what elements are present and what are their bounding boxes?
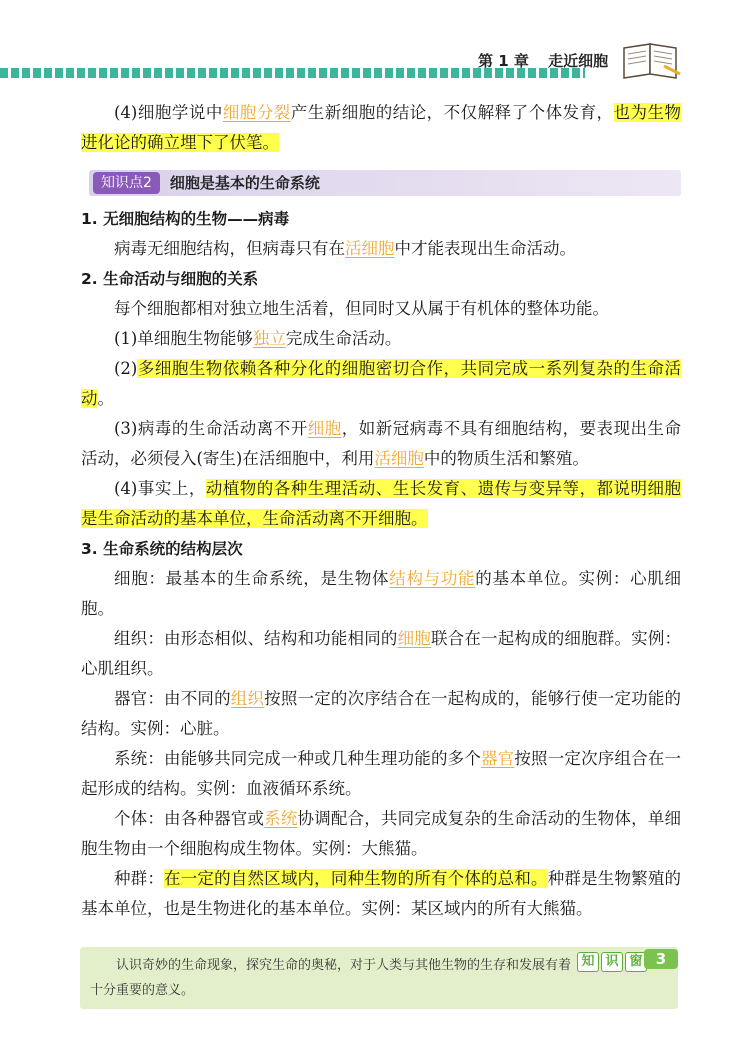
fill-blank: 活细胞 xyxy=(345,239,395,258)
level-organ: 器官：由不同的组织按照一定的次序结合在一起构成的，能够行使一定功能的结构。实例：心脏。 xyxy=(81,689,682,738)
highlight: 动植物的各种生理活动、生长发育、遗传与变异等，都说明细胞是生命活动的基本单位，生命活动离不开细胞。 xyxy=(81,479,682,528)
chapter-header xyxy=(478,50,622,71)
chapter-label: 第 1 章 xyxy=(478,52,529,70)
section2-intro: 每个细胞都相对独立地生活着，但同时又从属于有机体的整体功能。 xyxy=(114,299,609,318)
highlight: 多细胞生物依赖各种分化的细胞密切合作，共同完成一系列复杂的生命活动 xyxy=(81,359,681,408)
section1-text: 病毒无细胞结构，但病毒只有在活细胞中才能表现出生命活动。 xyxy=(114,239,576,258)
level-tissue: 组织：由形态相似、结构和功能相同的细胞联合在一起构成的细胞群。实例：心肌组织。 xyxy=(81,629,682,678)
badge-char: 识 xyxy=(601,952,623,972)
fill-blank: 器官 xyxy=(481,749,515,768)
knowledge-window-note: 认识奇妙的生命现象，探究生命的奥秘，对于人类与其他生物的生存和发展有着十分重要的意义。 xyxy=(90,958,572,998)
section2-item1: (1)单细胞生物能够独立完成生命活动。 xyxy=(114,329,402,348)
fill-blank: 结构与功能 xyxy=(389,569,476,588)
fill-blank: 细胞 xyxy=(307,419,342,438)
level-population: 种群：在一定的自然区域内，同种生物的所有个体的总和。种群是生物繁殖的基本单位，也是生物进化的基本单位。实例：某区域内的所有大熊猫。 xyxy=(81,869,682,918)
knowledge-point-tag: 知识点2 xyxy=(93,172,160,194)
knowledge-point-title: 细胞是基本的生命系统 xyxy=(169,174,320,192)
fill-blank: 活细胞 xyxy=(374,449,424,468)
fill-blank: 细胞 xyxy=(397,629,431,648)
badge-char: 窗 xyxy=(625,952,647,972)
section-heading-1: 1. 无细胞结构的生物——病毒 xyxy=(81,210,290,228)
badge-char: 知 xyxy=(577,952,599,972)
section2-item3: (3)病毒的生命活动离不开细胞，如新冠病毒不具有细胞结构，要表现出生命活动，必须侵入(寄生)在活细胞中，利用活细胞中的物质生活和繁殖。 xyxy=(81,419,682,468)
knowledge-point-bar xyxy=(89,170,681,196)
section2-item2: (2)多细胞生物依赖各种分化的细胞密切合作，共同完成一系列复杂的生命活动。 xyxy=(81,359,681,408)
page-content xyxy=(81,98,681,924)
highlight: 在一定的自然区域内，同种生物的所有个体的总和。 xyxy=(164,869,548,888)
section-heading-3: 3. 生命系统的结构层次 xyxy=(81,540,243,558)
fill-blank: 独立 xyxy=(252,329,286,348)
intro-paragraph: (4)细胞学说中细胞分裂产生新细胞的结论，不仅解释了个体发育，也为生物进化论的确立埋下了伏笔。 xyxy=(81,103,682,152)
level-system: 系统：由能够共同完成一种或几种生理功能的多个器官按照一定次序组合在一起形成的结构。实例：血液循环系统。 xyxy=(81,749,682,798)
fill-blank: 组织 xyxy=(230,689,265,708)
fill-blank: 系统 xyxy=(264,809,298,828)
open-book-icon xyxy=(620,40,682,80)
section2-item4: (4)事实上，动植物的各种生理活动、生长发育、遗传与变异等，都说明细胞是生命活动的基本单位，生命活动离不开细胞。 xyxy=(81,479,682,528)
page-number: 3 xyxy=(644,949,678,969)
chapter-title: 走近细胞 xyxy=(548,52,609,70)
knowledge-window-box xyxy=(80,947,678,1009)
level-individual: 个体：由各种器官或系统协调配合，共同完成复杂的生命活动的生物体，单细胞生物由一个细胞构成生物体。实例：大熊猫。 xyxy=(81,809,682,858)
level-cell: 细胞：最基本的生命系统，是生物体结构与功能的基本单位。实例：心肌细胞。 xyxy=(81,569,681,618)
highlight: 也为生物进化论的确立埋下了伏笔。 xyxy=(81,103,682,152)
fill-blank: 细胞分裂 xyxy=(222,103,291,122)
section-heading-2: 2. 生命活动与细胞的关系 xyxy=(81,270,259,288)
knowledge-window-badge xyxy=(577,952,647,972)
